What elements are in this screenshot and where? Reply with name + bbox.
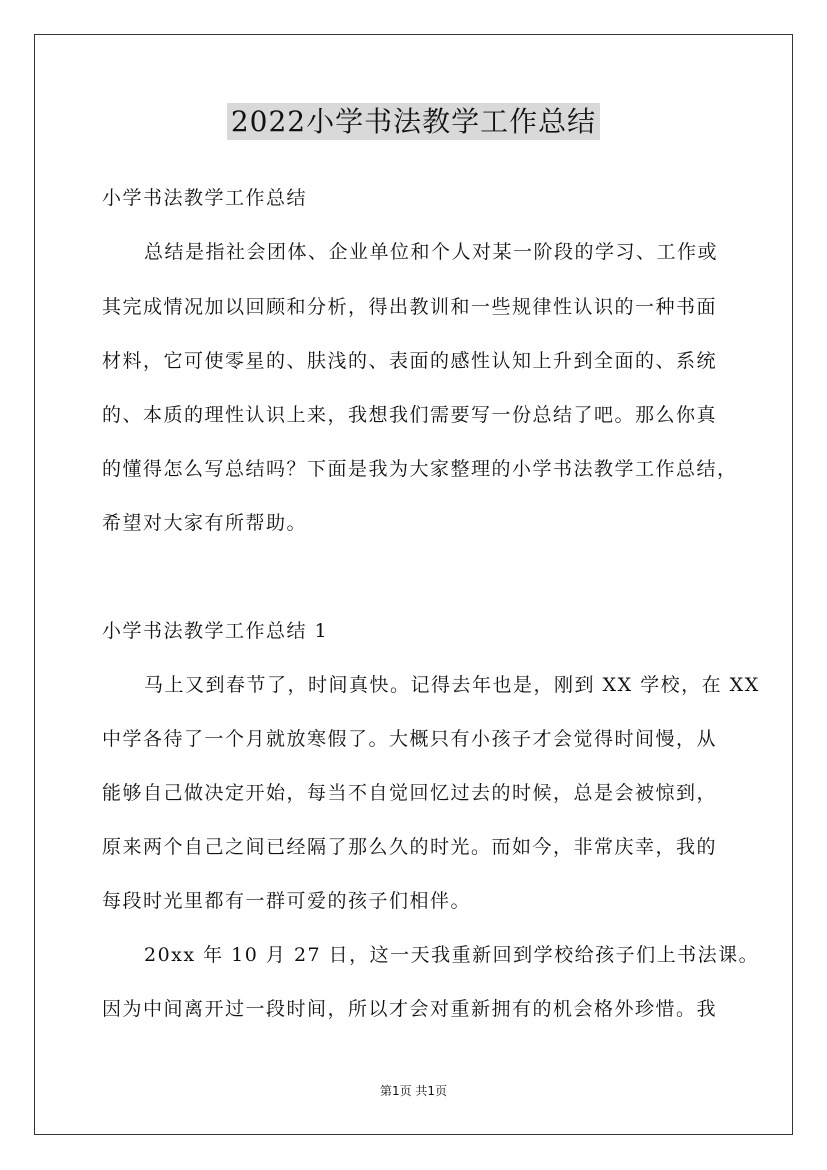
- intro-line: 其完成情况加以回顾和分析，得出教训和一些规律性认识的一种书面: [102, 296, 718, 318]
- paragraph-line: 每段时光里都有一群可爱的孩子们相伴。: [102, 890, 472, 912]
- intro-line: 希望对大家有所帮助。: [102, 512, 308, 534]
- intro-line: 材料，它可使零星的、肤浅的、表面的感性认知上升到全面的、系统: [102, 350, 718, 372]
- document-title: 2022小学书法教学工作总结: [227, 103, 600, 140]
- page-footer: 第1页 共1页: [379, 1084, 448, 1098]
- section-heading: 小学书法教学工作总结: [102, 187, 308, 209]
- paragraph-line: 因为中间离开过一段时间，所以才会对重新拥有的机会格外珍惜。我: [102, 998, 718, 1020]
- paragraph-line: 能够自己做决定开始，每当不自觉回忆过去的时候，总是会被惊到，: [102, 782, 718, 804]
- paragraph-line: 马上又到春节了，时间真快。记得去年也是，刚到 XX 学校，在 XX: [144, 674, 760, 696]
- intro-line: 总结是指社会团体、企业单位和个人对某一阶段的学习、工作或: [144, 241, 719, 263]
- paragraph-line: 中学各待了一个月就放寒假了。大概只有小孩子才会觉得时间慢，从: [102, 728, 718, 750]
- intro-line: 的、本质的理性认识上来，我想我们需要写一份总结了吧。那么你真: [102, 404, 718, 426]
- paragraph-line: 20xx 年 10 月 27 日，这一天我重新回到学校给孩子们上书法课。: [144, 944, 760, 966]
- intro-line: 的懂得怎么写总结吗？下面是我为大家整理的小学书法教学工作总结，: [102, 458, 738, 480]
- paragraph-line: 原来两个自己之间已经隔了那么久的时光。而如今，非常庆幸，我的: [102, 836, 718, 858]
- section-heading: 小学书法教学工作总结 1: [102, 620, 329, 642]
- document-title-wrap: [0, 100, 827, 140]
